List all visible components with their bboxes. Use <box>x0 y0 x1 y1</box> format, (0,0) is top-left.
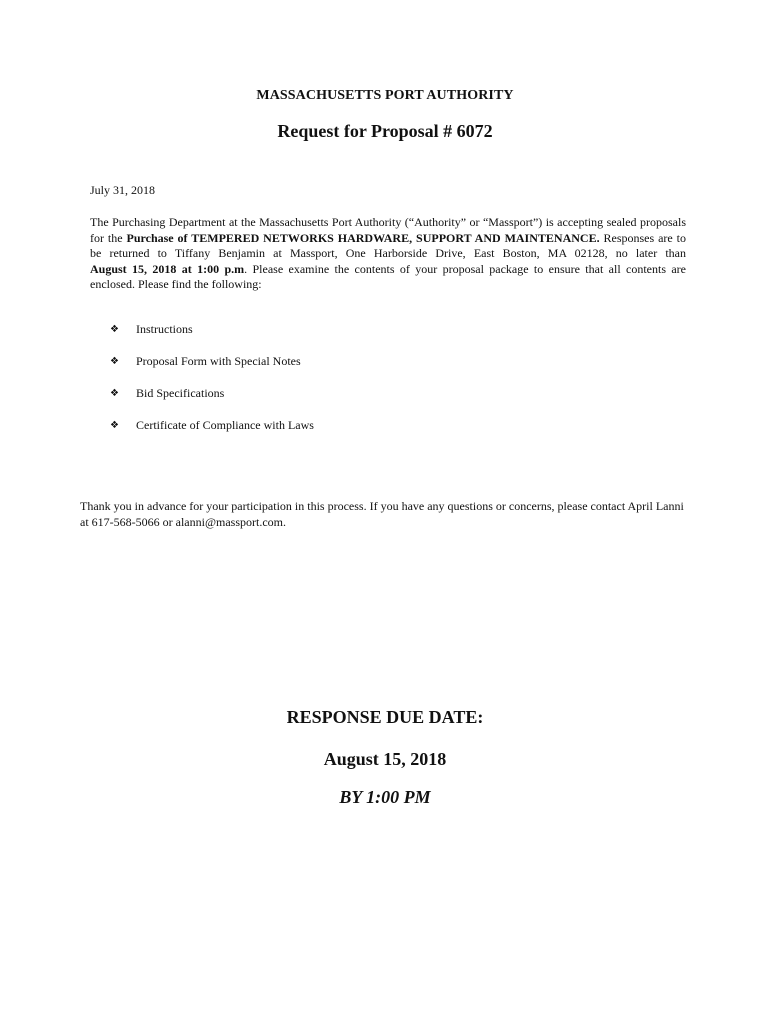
list-item-label: Proposal Form with Special Notes <box>136 354 301 368</box>
organization-name: MASSACHUSETTS PORT AUTHORITY <box>256 88 514 103</box>
response-due-date: August 15, 2018 <box>323 749 447 769</box>
intro-text-1: The Purchasing Department at the Massachusetts Port Authority (“Authority” or “Massport”) is accepting sealed proposals for the <box>90 215 686 245</box>
list-item <box>110 354 314 386</box>
diamond-bullet-icon: ❖ <box>110 356 119 367</box>
response-due-time: BY 1:00 PM <box>339 787 431 807</box>
diamond-bullet-icon: ❖ <box>110 388 119 399</box>
intro-deadline: August 15, 2018 at 1:00 p.m <box>90 261 245 276</box>
rfp-title: Request for Proposal # 6072 <box>277 121 493 141</box>
enclosure-list <box>110 322 314 450</box>
letter-date: July 31, 2018 <box>90 183 156 197</box>
list-item-label: Instructions <box>136 322 193 336</box>
list-item-label: Certificate of Compliance with Laws <box>136 418 314 432</box>
list-item-label: Bid Specifications <box>136 386 225 400</box>
thanks-paragraph: Thank you in advance for your participation in this process. If you have any questions or concerns, please contact April Lanni at 617-568-5066 or alanni@massport.com. <box>80 499 684 529</box>
response-due-heading: RESPONSE DUE DATE: <box>286 707 484 727</box>
intro-purchase-title: Purchase of TEMPERED NETWORKS HARDWARE, SUPPORT AND MAINTENANCE. <box>126 230 600 245</box>
list-item <box>110 418 314 450</box>
intro-text-2: Responses are to be returned to Tiffany Benjamin at Massport, One Harborside Drive, East Boston, MA 02128, no later than <box>90 230 686 260</box>
diamond-bullet-icon: ❖ <box>110 420 119 431</box>
list-item <box>110 386 314 418</box>
intro-text-3: . Please examine the contents of your proposal package to ensure that all contents are enclosed. Please find the following: <box>90 261 687 291</box>
intro-paragraph <box>90 215 686 293</box>
list-item <box>110 322 314 354</box>
diamond-bullet-icon: ❖ <box>110 324 119 335</box>
